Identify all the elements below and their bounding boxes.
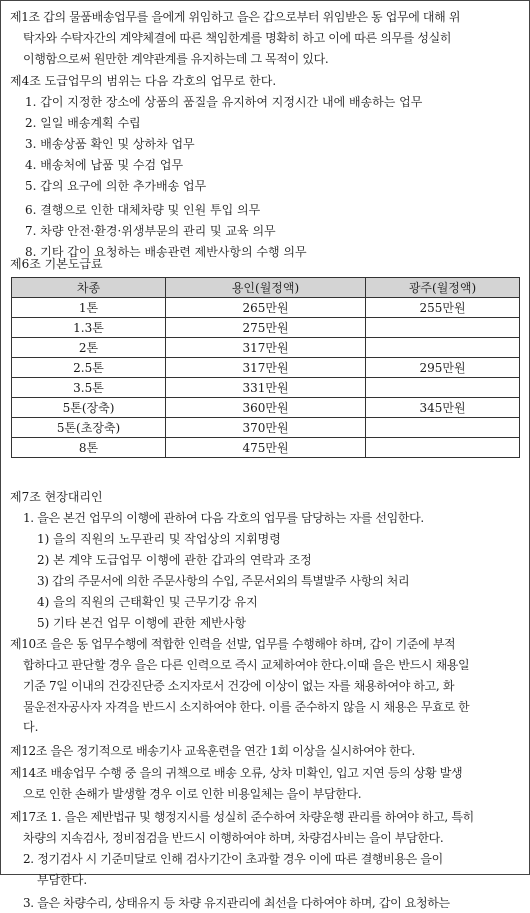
table-row xyxy=(12,318,520,338)
cell-yongin-rate: 317만원 xyxy=(166,338,366,358)
base-rate-table xyxy=(11,277,520,458)
cell-yongin-rate: 331만원 xyxy=(166,378,366,398)
article1-line3: 이행함으로써 원만한 계약관계를 유지하는데 그 목적이 있다. xyxy=(23,52,329,66)
cell-vehicle-type: 2톤 xyxy=(12,338,166,358)
cell-gwangju-rate xyxy=(366,318,520,338)
cell-vehicle-type: 1.3톤 xyxy=(12,318,166,338)
cell-vehicle-type: 5톤(장축) xyxy=(12,398,166,418)
article4-item: 1. 갑이 지정한 장소에 상품의 품질을 유지하여 지정시간 내에 배송하는 업무 xyxy=(25,95,423,109)
article7-intro: 1. 을은 본건 업무의 이행에 관하여 다음 각호의 업무를 담당하는 자를 선임한다. xyxy=(23,511,424,525)
table-row xyxy=(12,438,520,458)
cell-yongin-rate: 317만원 xyxy=(166,358,366,378)
article7-heading: 제7조 현장대리인 xyxy=(10,490,103,504)
cell-gwangju-rate xyxy=(366,378,520,398)
article10-line3: 기준 7일 이내의 건강진단증 소지자로서 건강에 이상이 없는 자를 채용하여야 하고, 화 xyxy=(23,679,455,693)
article12-line1: 제12조 을은 정기적으로 배송기사 교육훈련을 연간 1회 이상을 실시하여야 한다. xyxy=(10,744,416,758)
table-row xyxy=(12,358,520,378)
table-header-row xyxy=(12,278,520,298)
column-header-gwangju-monthly: 광주(월정액) xyxy=(366,278,520,298)
article1-line2: 탁자와 수탁자간의 계약체결에 따른 책임한계를 명확히 하고 이에 따른 의무를 성실히 xyxy=(23,31,452,45)
cell-gwangju-rate xyxy=(366,338,520,358)
column-header-yongin-monthly: 용인(월정액) xyxy=(166,278,366,298)
cell-vehicle-type: 2.5톤 xyxy=(12,358,166,378)
cell-vehicle-type: 8톤 xyxy=(12,438,166,458)
cell-yongin-rate: 475만원 xyxy=(166,438,366,458)
cell-vehicle-type: 1톤 xyxy=(12,298,166,318)
article4-item: 4. 배송처에 납품 및 수검 업무 xyxy=(25,158,184,172)
cell-gwangju-rate: 345만원 xyxy=(366,398,520,418)
article14-line2: 으로 인한 손해가 발생할 경우 이로 인한 비용일체는 을이 부담한다. xyxy=(23,787,362,801)
table-row xyxy=(12,338,520,358)
article6-heading: 제6조 기본도급료 xyxy=(10,257,103,271)
table-row xyxy=(12,418,520,438)
cell-yongin-rate: 265만원 xyxy=(166,298,366,318)
article4-item: 2. 일일 배송계획 수립 xyxy=(25,116,141,130)
article4-heading: 제4조 도급업무의 범위는 다음 각호의 업무로 한다. xyxy=(10,74,277,88)
column-header-vehicle-type: 차종 xyxy=(12,278,166,298)
cell-gwangju-rate: 255만원 xyxy=(366,298,520,318)
article14-line1: 제14조 배송업무 수행 중 을의 귀책으로 배송 오류, 상차 미확인, 입고 지연 등의 상황 발생 xyxy=(10,766,463,780)
table-row xyxy=(12,298,520,318)
article10-line2: 합하다고 판단할 경우 을은 다른 인력으로 즉시 교체하여야 한다.이때 을은 반드시 채용일 xyxy=(23,658,470,672)
article17-line1: 제17조 1. 을은 제반법규 및 행정지시를 성실히 준수하여 차량운행 관리를 하여야 하고, 특히 xyxy=(10,810,474,824)
cell-gwangju-rate xyxy=(366,438,520,458)
article4-item: 5. 갑의 요구에 의한 추가배송 업무 xyxy=(25,179,207,193)
table-row xyxy=(12,378,520,398)
article10-line1: 제10조 을은 동 업무수행에 적합한 인력을 선발, 업무를 수행해야 하며, 갑이 기준에 부적 xyxy=(10,637,456,651)
article17-line5: 3. 을은 차량수리, 상태유지 등 차량 유지관리에 최선을 다하여야 하며, 갑이 요청하는 xyxy=(23,896,450,910)
article7-item: 4) 을의 직원의 근태확인 및 근무기강 유지 xyxy=(37,595,258,609)
article10-line5: 다. xyxy=(23,720,39,734)
article17-line3: 2. 정기검사 시 기준미달로 인해 검사기간이 초과할 경우 이에 따른 결행비용은 을이 xyxy=(23,852,443,866)
cell-gwangju-rate: 295만원 xyxy=(366,358,520,378)
article4-item: 3. 배송상품 확인 및 상하차 업무 xyxy=(25,137,195,151)
article7-item: 5) 기타 본건 업무 이행에 관한 제반사항 xyxy=(37,616,247,630)
article4-item: 8. 기타 갑이 요청하는 배송관련 제반사항의 수행 의무 xyxy=(25,245,307,259)
article1-line1: 제1조 갑의 물품배송업무를 을에게 위임하고 을은 갑으로부터 위임받은 동 업무에 대해 위 xyxy=(10,10,461,24)
article4-item: 7. 차량 안전·환경·위생부문의 관리 및 교육 의무 xyxy=(25,224,276,238)
article10-line4: 물운전자공사자 자격을 반드시 소지하여야 한다. 이를 준수하지 않을 시 채용은 무효로 한 xyxy=(23,700,470,714)
cell-vehicle-type: 3.5톤 xyxy=(12,378,166,398)
cell-yongin-rate: 370만원 xyxy=(166,418,366,438)
cell-yongin-rate: 275만원 xyxy=(166,318,366,338)
article7-item: 3) 갑의 주문서에 의한 주문사항의 수입, 주문서외의 특별발주 사항의 처리 xyxy=(37,574,410,588)
article7-item: 1) 을의 직원의 노무관리 및 작업상의 지휘명령 xyxy=(37,532,281,546)
table-row xyxy=(12,398,520,418)
cell-vehicle-type: 5톤(초장축) xyxy=(12,418,166,438)
article7-item: 2) 본 계약 도급업무 이행에 관한 갑과의 연락과 조정 xyxy=(37,553,312,567)
cell-gwangju-rate xyxy=(366,418,520,438)
cell-yongin-rate: 360만원 xyxy=(166,398,366,418)
article4-item: 6. 결행으로 인한 대체차량 및 인원 투입 의무 xyxy=(25,203,261,217)
article17-line2: 차량의 지속검사, 정비점검을 반드시 이행하여야 하며, 차량검사비는 을이 부담한다. xyxy=(23,831,444,845)
article17-line4: 부담한다. xyxy=(37,873,88,887)
